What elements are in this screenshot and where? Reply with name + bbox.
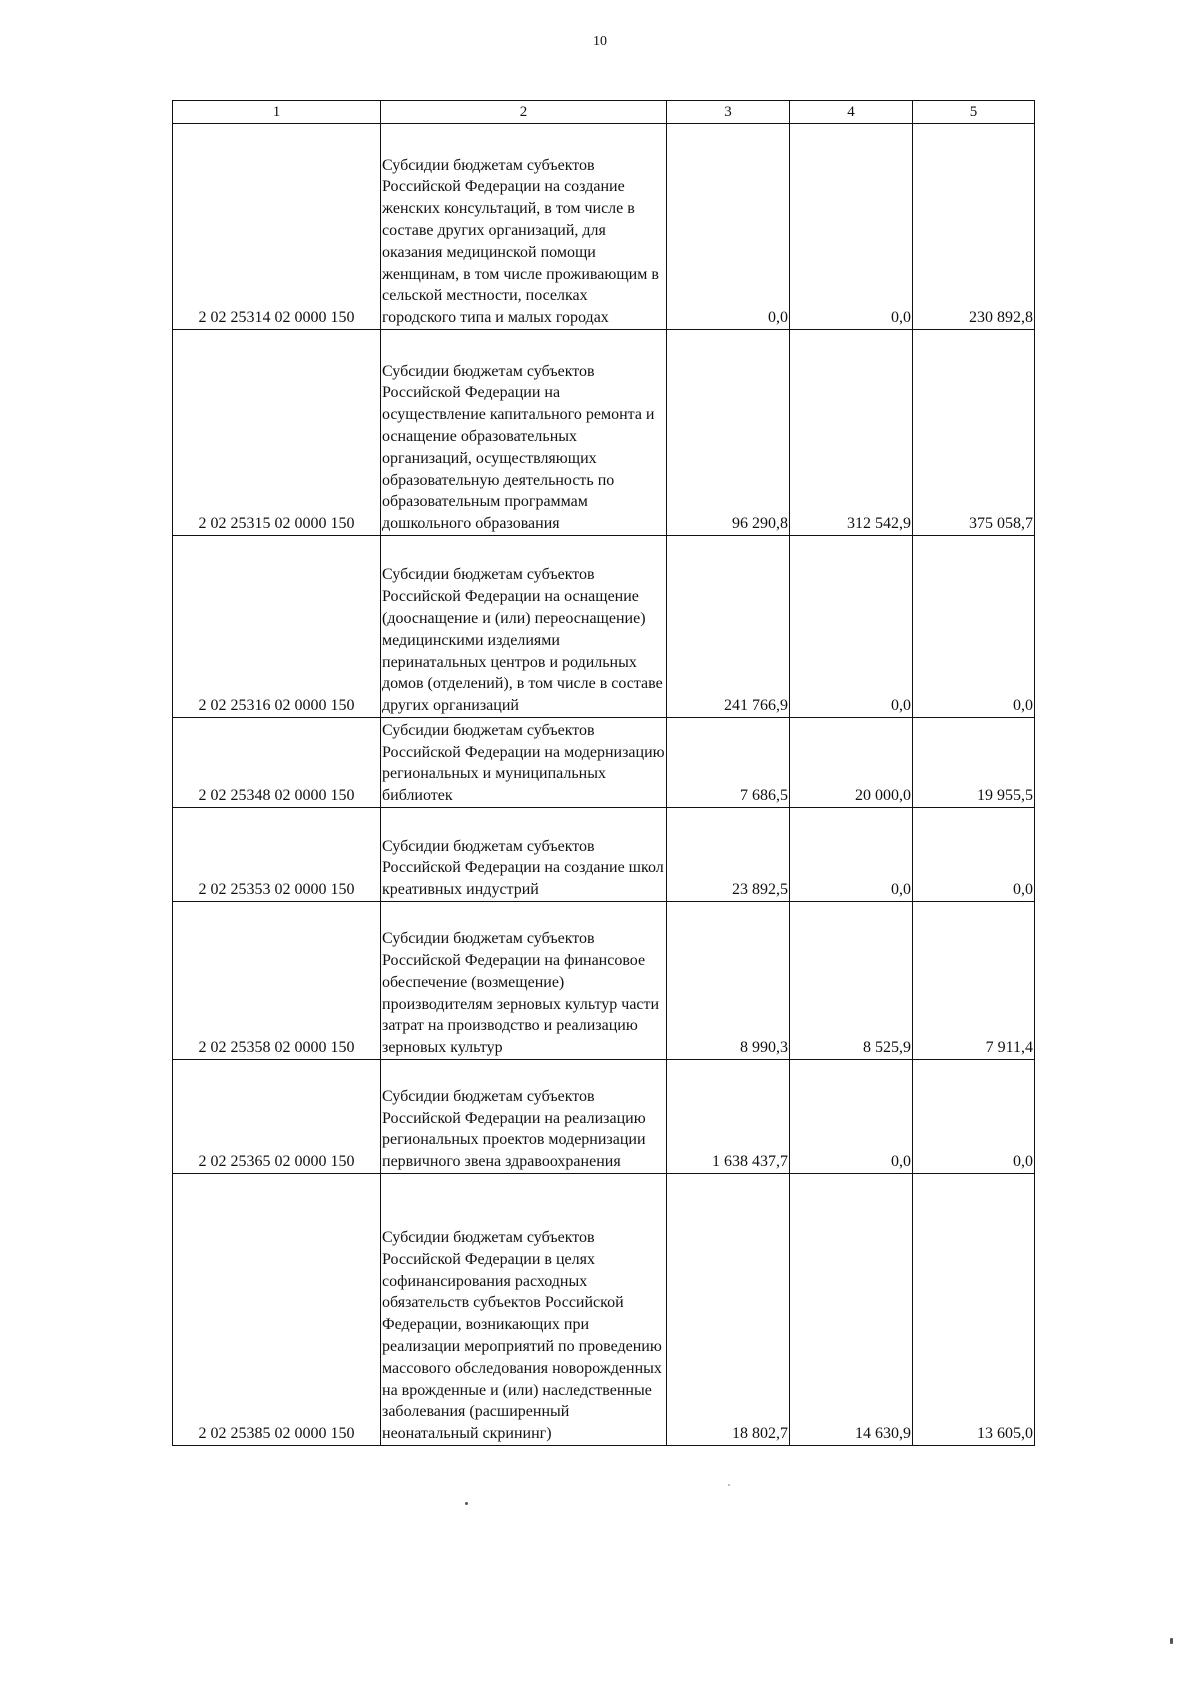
scan-speck [728,1484,730,1486]
row-description: Субсидии бюджетам субъектов Российской Федерации в целях софинансирования расходных обязательств субъектов Российской Федерации, возникающих при реализации мероприятий по проведению массового обследования новорожденных на врожденные и (или) наследственные заболевания (расширенный неонатальный скрининг) [381,1174,667,1446]
header-col-1: 1 [173,101,381,124]
budget-code: 2 02 25358 02 0000 150 [173,902,381,1060]
table-row [173,718,1035,808]
value-col-5: 7 911,4 [913,902,1035,1060]
header-col-3: 3 [667,101,790,124]
value-col-3: 7 686,5 [667,718,790,808]
row-description: Субсидии бюджетам субъектов Российской Федерации на создание женских консультаций, в том числе в составе других организаций, для оказания медицинской помощи женщинам, в том числе проживающим в сельской местности, поселках городского типа и малых городах [381,124,667,330]
row-description: Субсидии бюджетам субъектов Российской Федерации на создание школ креативных индустрий [381,808,667,902]
table-row [173,808,1035,902]
budget-code: 2 02 25316 02 0000 150 [173,536,381,718]
budget-code: 2 02 25385 02 0000 150 [173,1174,381,1446]
value-col-3: 96 290,8 [667,330,790,536]
budget-code: 2 02 25353 02 0000 150 [173,808,381,902]
scan-speck [465,1502,468,1505]
value-col-4: 0,0 [790,536,913,718]
value-col-4: 20 000,0 [790,718,913,808]
budget-table [172,100,1035,1446]
value-col-4: 0,0 [790,124,913,330]
value-col-3: 8 990,3 [667,902,790,1060]
value-col-3: 241 766,9 [667,536,790,718]
scan-speck [1170,1638,1173,1644]
header-col-5: 5 [913,101,1035,124]
value-col-4: 14 630,9 [790,1174,913,1446]
page-number: 10 [593,34,607,49]
value-col-5: 19 955,5 [913,718,1035,808]
value-col-5: 0,0 [913,536,1035,718]
value-col-3: 18 802,7 [667,1174,790,1446]
budget-code: 2 02 25348 02 0000 150 [173,718,381,808]
value-col-4: 8 525,9 [790,902,913,1060]
table-row [173,1060,1035,1174]
value-col-3: 1 638 437,7 [667,1060,790,1174]
table-row [173,330,1035,536]
value-col-5: 375 058,7 [913,330,1035,536]
table-row [173,536,1035,718]
value-col-5: 0,0 [913,808,1035,902]
table-row [173,124,1035,330]
value-col-3: 0,0 [667,124,790,330]
row-description: Субсидии бюджетам субъектов Российской Федерации на реализацию региональных проектов модернизации первичного звена здравоохранения [381,1060,667,1174]
header-col-4: 4 [790,101,913,124]
value-col-4: 0,0 [790,808,913,902]
budget-code: 2 02 25315 02 0000 150 [173,330,381,536]
value-col-4: 312 542,9 [790,330,913,536]
value-col-4: 0,0 [790,1060,913,1174]
header-col-2: 2 [381,101,667,124]
header-row [173,101,1035,124]
row-description: Субсидии бюджетам субъектов Российской Федерации на оснащение (дооснащение и (или) переоснащение) медицинскими изделиями перинатальных центров и родильных домов (отделений), в том числе в составе других организаций [381,536,667,718]
budget-code: 2 02 25314 02 0000 150 [173,124,381,330]
table-row [173,902,1035,1060]
row-description: Субсидии бюджетам субъектов Российской Федерации на осуществление капитального ремонта и оснащение образовательных организаций, осуществляющих образовательную деятельность по образовательным программам дошкольного образования [381,330,667,536]
budget-code: 2 02 25365 02 0000 150 [173,1060,381,1174]
value-col-5: 230 892,8 [913,124,1035,330]
table-row [173,1174,1035,1446]
value-col-5: 13 605,0 [913,1174,1035,1446]
row-description: Субсидии бюджетам субъектов Российской Федерации на финансовое обеспечение (возмещение) производителям зерновых культур части затрат на производство и реализацию зерновых культур [381,902,667,1060]
value-col-5: 0,0 [913,1060,1035,1174]
row-description: Субсидии бюджетам субъектов Российской Федерации на модернизацию региональных и муниципальных библиотек [381,718,667,808]
value-col-3: 23 892,5 [667,808,790,902]
